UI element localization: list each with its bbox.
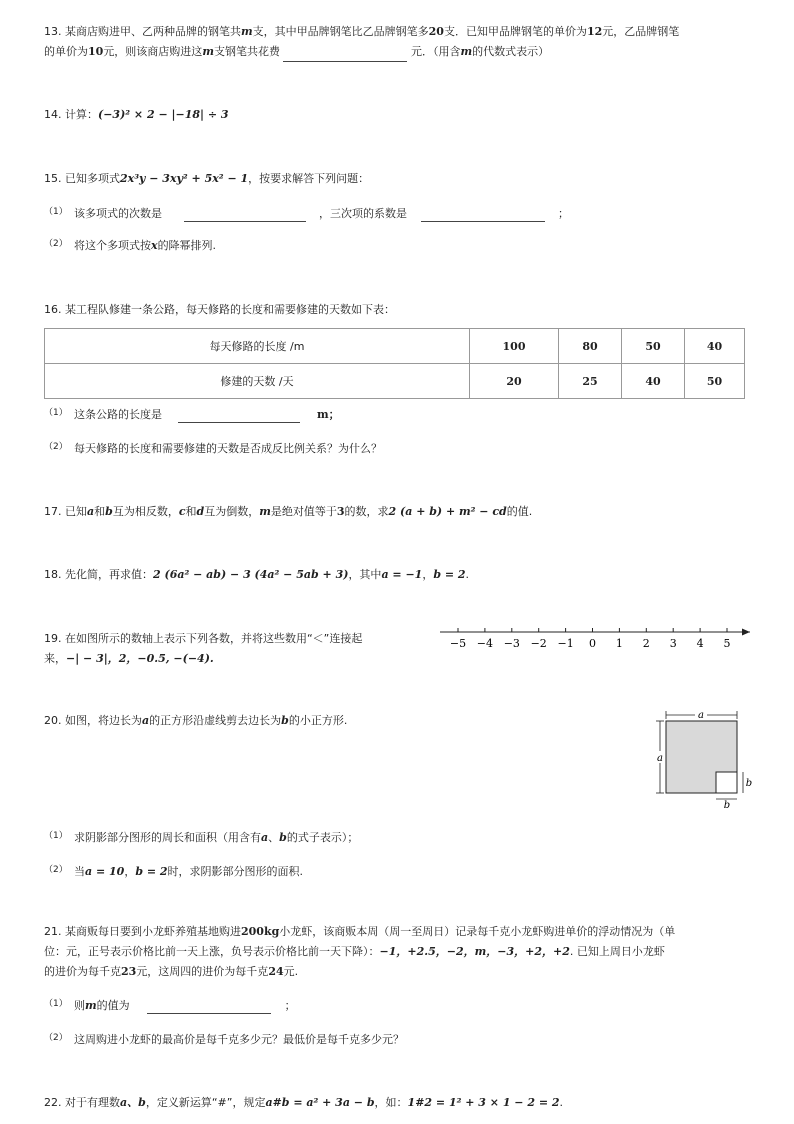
- question-14: 14. 计算：(−3)² × 2 − |−18| ÷ 3: [44, 108, 229, 121]
- number-line-tick-label: −4: [476, 637, 494, 650]
- number-line-tick-label: 4: [696, 637, 704, 650]
- question-19: 19. 在如图所示的数轴上表示下列各数，并将这些数用“＜”连接起 来，−| − 3|，2，−0.5, −(−4).: [44, 632, 363, 665]
- q21-part-1: （1） 则m的值为 ；: [44, 999, 296, 1012]
- number-line-tick-label: −5: [449, 637, 467, 650]
- number-line-tick-label: 5: [723, 637, 731, 650]
- cut-square: [716, 772, 737, 793]
- table-cell: 25: [559, 364, 622, 399]
- table-row: [45, 329, 745, 364]
- answer-blank[interactable]: [178, 410, 300, 423]
- question-13: [44, 22, 679, 62]
- answer-blank[interactable]: [184, 209, 306, 222]
- table-cell: 50: [622, 329, 685, 364]
- fig-label-a-top: a: [698, 710, 704, 721]
- number-line-tick-label: 1: [615, 637, 623, 650]
- answer-blank[interactable]: [147, 1001, 271, 1014]
- table-cell: 80: [559, 329, 622, 364]
- table-cell: 20: [470, 364, 559, 399]
- q15-part-2: （2） 将这个多项式按x的降幂排列.: [44, 239, 217, 252]
- q13-line2: 的单价为10元，则该商店购进这m支钢笔共花费 元．（用含m的代数式表示）: [44, 42, 679, 62]
- number-line-tick-label: −1: [557, 637, 574, 650]
- question-17: 17. 已知a和b互为相反数，c和d互为倒数，m是绝对值等于3的数，求2 (a + b) + m² − cd的值.: [44, 505, 533, 518]
- q16-part-2: （2） 每天修路的长度和需要修建的天数是否成反比例关系？为什么？: [44, 442, 382, 455]
- table-cell: 50: [685, 364, 745, 399]
- number-line-tick-label: −3: [503, 637, 520, 650]
- road-table: [44, 328, 745, 399]
- fig-label-a-left: a: [657, 753, 663, 764]
- arrow-icon: [742, 629, 750, 636]
- number-line-tick-label: 2: [642, 637, 650, 650]
- question-22: 22. 对于有理数a、b，定义新运算“#”，规定a#b = a² + 3a − b，如：1#2 = 1² + 3 × 1 − 2 = 2.: [44, 1096, 564, 1109]
- q20-part-1: （1） 求阴影部分图形的周长和面积（用含有a、b的式子表示）；: [44, 831, 359, 844]
- table-header-cell: 每天修路的长度 /m: [45, 329, 470, 364]
- q21-part-2: （2） 这周购进小龙虾的最高价是每千克多少元？最低价是每千克多少元？: [44, 1033, 404, 1046]
- fig-label-b-bottom: b: [723, 800, 731, 811]
- question-21: 21. 某商贩每日要到小龙虾养殖基地购进200kg小龙虾，该商贩本周（周一至周日）记录每千克小龙虾购进单价的浮动情况为（单 位：元，正号表示价格比前一天上涨，负号表示价格比前一天下降）：−1，+2.5，−2，m，−3，+2，+2. 已知上周日小龙虾 的进价为每千克23元，这周四的进价为每千克24元.: [44, 925, 676, 978]
- question-15: 15. 已知多项式2x³y − 3xy² + 5x² − 1，按要求解答下列问题：: [44, 172, 370, 185]
- table-cell: 40: [685, 329, 745, 364]
- question-20: 20. 如图，将边长为a的正方形沿虚线剪去边长为b的小正方形.: [44, 714, 348, 727]
- table-cell: 40: [622, 364, 685, 399]
- number-line: [440, 622, 755, 656]
- q20-part-2: （2） 当a = 10，b = 2时，求阴影部分图形的面积.: [44, 865, 304, 878]
- table-cell: 100: [470, 329, 559, 364]
- q13-line1: 13. 某商店购进甲、乙两种品牌的钢笔共m支，其中甲品牌钢笔比乙品牌钢笔多20支．已知甲品牌钢笔的单价为12元，乙品牌钢笔: [44, 25, 680, 38]
- question-16: 16. 某工程队修建一条公路，每天修路的长度和需要修建的天数如下表：: [44, 303, 395, 316]
- number-line-tick-label: 0: [589, 637, 596, 650]
- question-18: 18. 先化简，再求值：2 (6a² − ab) − 3 (4a² − 5ab + 3)，其中a = −1，b = 2.: [44, 568, 470, 581]
- answer-blank[interactable]: [421, 209, 545, 222]
- number-line-tick-label: −2: [530, 637, 547, 650]
- table-header-cell: 修建的天数 /天: [45, 364, 470, 399]
- square-figure: [650, 706, 760, 812]
- q16-part-1: （1） 这条公路的长度是 m；: [44, 408, 340, 421]
- fig-label-b-right: b: [745, 778, 753, 789]
- table-row: [45, 364, 745, 399]
- q15-part-1: （1） 该多项式的次数是 ，三次项的系数是 ；: [44, 207, 569, 220]
- number-line-ticks: [450, 628, 731, 650]
- number-line-tick-label: 3: [669, 637, 677, 650]
- answer-blank[interactable]: [283, 49, 407, 62]
